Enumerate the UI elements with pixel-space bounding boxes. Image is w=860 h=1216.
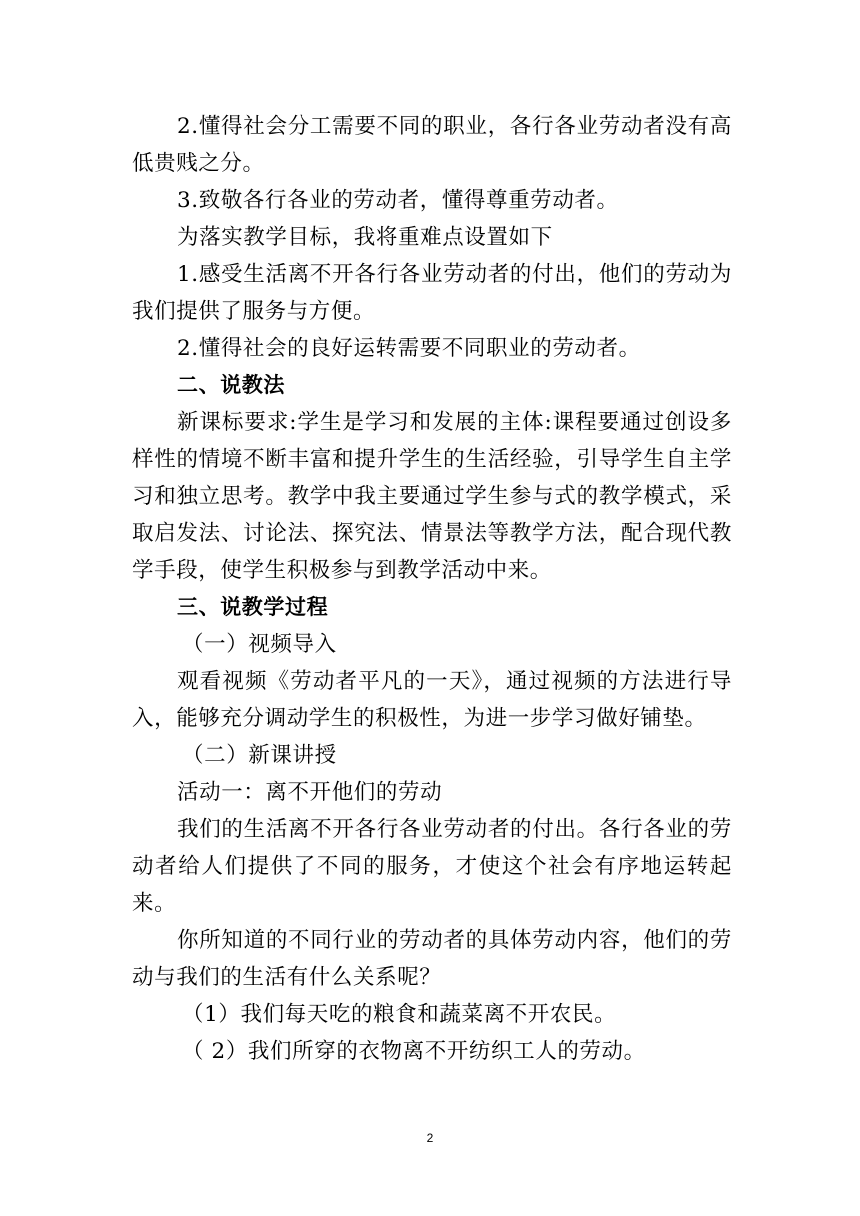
- paragraph-key-points-intro: 为落实教学目标，我将重难点设置如下: [177, 225, 553, 250]
- paragraph-goal-3: 3.致敬各行各业的劳动者，懂得尊重劳动者。: [177, 188, 619, 213]
- subheading-video-intro: （一）视频导入: [182, 632, 337, 657]
- paragraph-key-point-1: 1.感受生活离不开各行各业劳动者的付出，他们的劳动为我们提供了服务与方便。: [132, 262, 732, 324]
- paragraph-teaching-methods: 新课标要求:学生是学习和发展的主体:课程要通过创设多样性的情境不断丰富和提升学生的生活经验，引导学生自主学习和独立思考。教学中我主要通过学生参与式的教学模式，采取启发法、讨论法、探究法、情景法等教学方法，配合现代教学手段，使学生积极参与到教学活动中来。: [132, 410, 732, 583]
- section-heading-teaching-process: 三、说教学过程: [177, 595, 329, 619]
- paragraph-goal-2: 2.懂得社会分工需要不同的职业，各行各业劳动者没有高低贵贱之分。: [132, 114, 732, 176]
- page-number: 2: [426, 1131, 434, 1145]
- paragraph-video-intro: 观看视频《劳动者平凡的一天》，通过视频的方法进行导入，能够充分调动学生的积极性，为进一步学习做好铺垫。: [132, 669, 732, 731]
- subheading-new-lesson: （二）新课讲授: [182, 743, 337, 768]
- paragraph-activity-one-question: 你所知道的不同行业的劳动者的具体劳动内容，他们的劳动与我们的生活有什么关系呢？: [132, 928, 732, 990]
- list-item-farmers: （1）我们每天吃的粮食和蔬菜离不开农民。: [182, 1002, 617, 1027]
- paragraph-activity-one-body: 我们的生活离不开各行各业劳动者的付出。各行各业的劳动者给人们提供了不同的服务，才使这个社会有序地运转起来。: [132, 817, 732, 916]
- list-item-textile-workers: （ 2）我们所穿的衣物离不开纺织工人的劳动。: [182, 1039, 646, 1064]
- paragraph-key-point-2: 2.懂得社会的良好运转需要不同职业的劳动者。: [177, 336, 641, 361]
- paragraph-activity-one-title: 活动一：离不开他们的劳动: [177, 780, 443, 805]
- section-heading-teaching-methods: 二、说教法: [177, 373, 285, 397]
- document-page: [132, 108, 732, 1070]
